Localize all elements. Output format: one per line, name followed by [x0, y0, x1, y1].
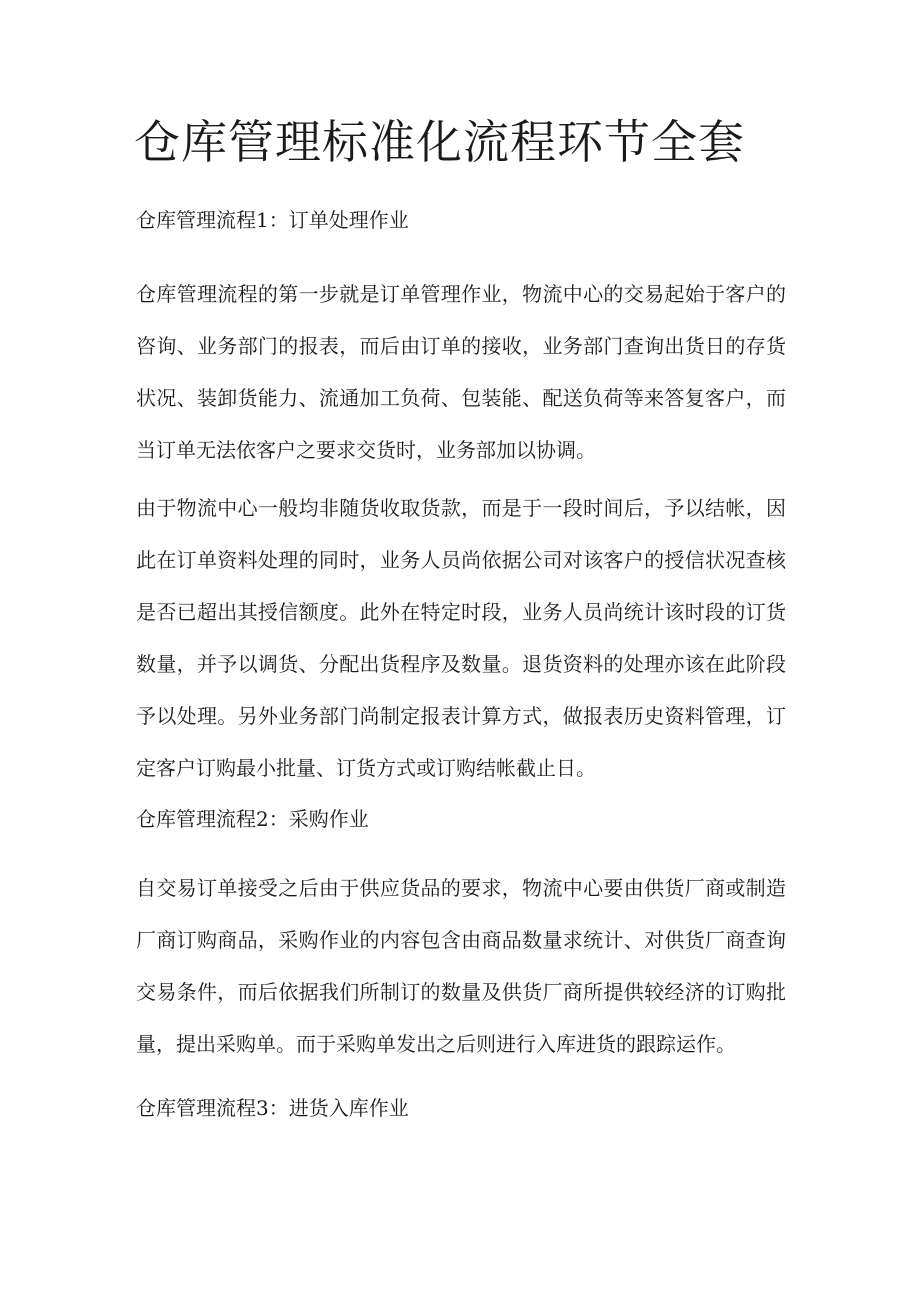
- document-title: 仓库管理标准化流程环节全套: [134, 115, 745, 169]
- paragraph-line: 状况、装卸货能力、流通加工负荷、包装能、配送负荷等来答复客户，而: [136, 386, 786, 410]
- paragraph-line: 自交易订单接受之后由于供应货品的要求，物流中心要由供货厂商或制造: [136, 876, 786, 900]
- paragraph-line: 由于物流中心一般均非随货收取货款，而是于一段时间后，予以结帐，因: [136, 496, 786, 520]
- paragraph-line: 量，提出采购单。而于采购单发出之后则进行入库进货的跟踪运作。: [136, 1032, 736, 1056]
- paragraph-line: 厂商订购商品，采购作业的内容包含由商品数量求统计、对供货厂商查询: [136, 928, 786, 952]
- paragraph-line: 此在订单资料处理的同时，业务人员尚依据公司对该客户的授信状况查核: [136, 548, 786, 572]
- paragraph-line: 当订单无法依客户之要求交货时，业务部加以协调。: [136, 438, 596, 462]
- section-1-paragraph-1: [136, 268, 786, 476]
- paragraph-line: 咨询、业务部门的报表，而后由订单的接收，业务部门查询出货日的存货: [136, 334, 786, 358]
- paragraph-line: 仓库管理流程的第一步就是订单管理作业，物流中心的交易起始于客户的: [136, 282, 786, 306]
- section-1-paragraph-2: [136, 482, 786, 794]
- section-2-paragraph-1: [136, 862, 786, 1070]
- paragraph-line: 交易条件，而后依据我们所制订的数量及供货厂商所提供较经济的订购批: [136, 980, 786, 1004]
- section-heading-2: 仓库管理流程2：采购作业: [136, 807, 369, 831]
- paragraph-line: 予以处理。另外业务部门尚制定报表计算方式，做报表历史资料管理，订: [136, 704, 786, 728]
- paragraph-line: 定客户订购最小批量、订货方式或订购结帐截止日。: [136, 756, 596, 780]
- section-heading-3: 仓库管理流程3：进货入库作业: [136, 1096, 409, 1120]
- section-heading-1: 仓库管理流程1：订单处理作业: [136, 208, 409, 232]
- paragraph-line: 数量，并予以调货、分配出货程序及数量。退货资料的处理亦该在此阶段: [136, 652, 786, 676]
- paragraph-line: 是否已超出其授信额度。此外在特定时段，业务人员尚统计该时段的订货: [136, 600, 786, 624]
